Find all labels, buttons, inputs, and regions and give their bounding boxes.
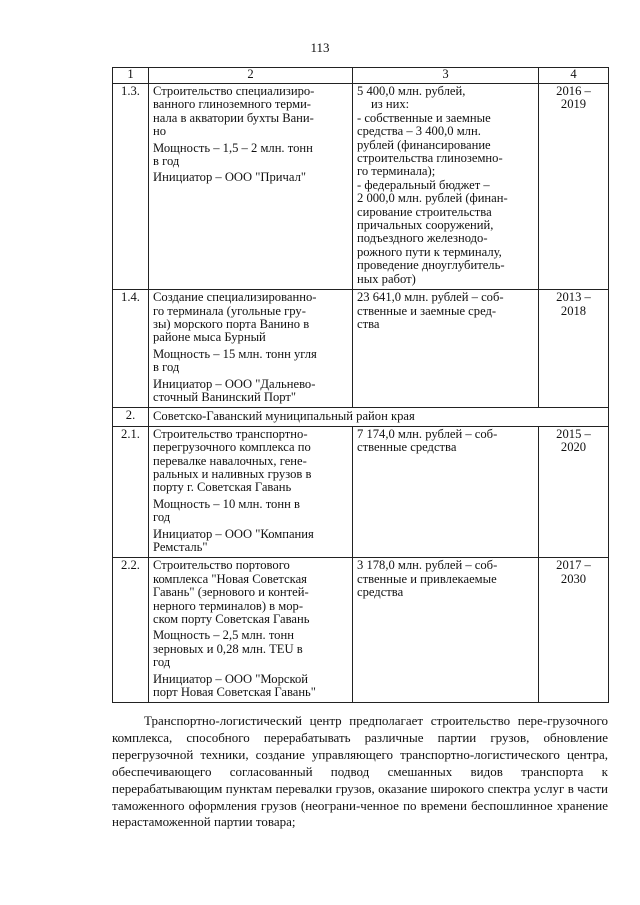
text-line: ванного глиноземного терми- bbox=[153, 97, 311, 112]
text-line: год bbox=[153, 510, 171, 525]
section-number: 2. bbox=[113, 408, 149, 426]
table-row bbox=[113, 84, 609, 290]
text-line: 5 400,0 млн. рублей, bbox=[357, 84, 466, 98]
row-number: 1.3. bbox=[113, 84, 149, 290]
header-cell: 3 bbox=[353, 68, 539, 84]
text-line: нерного терминалов) в мор- bbox=[153, 598, 304, 613]
text-line: 3 178,0 млн. рублей – соб- bbox=[357, 558, 498, 573]
financing-sources bbox=[353, 290, 539, 408]
text-line: строительства глиноземно- bbox=[357, 151, 503, 166]
text-line: из них: bbox=[371, 97, 410, 112]
text-line: средства bbox=[357, 585, 404, 600]
text-line: порту г. Советская Гавань bbox=[153, 480, 292, 495]
header-cell: 1 bbox=[113, 68, 149, 84]
text-line: 2020 bbox=[560, 440, 587, 455]
text-line: районе мыса Бурный bbox=[153, 330, 266, 345]
text-line: комплекса "Новая Советская bbox=[153, 571, 307, 586]
text-line: сточный Ванинский Порт" bbox=[153, 389, 297, 404]
text-line: перегрузочного комплекса по bbox=[153, 440, 311, 455]
text-line: зы) морского порта Ванино в bbox=[153, 316, 310, 331]
section-title: Советско-Гаванский муниципальный район края bbox=[149, 408, 609, 426]
text-line: - собственные и заемные bbox=[357, 110, 491, 125]
project-description bbox=[149, 426, 353, 558]
text-line: нала в акватории бухты Вани- bbox=[153, 110, 314, 125]
text-line: 7 174,0 млн. рублей – соб- bbox=[357, 426, 498, 441]
text-line: причальных сооружений, bbox=[357, 218, 494, 233]
text-line: Строительство специализиро- bbox=[153, 84, 315, 98]
text-line: год bbox=[153, 655, 171, 670]
row-number: 2.2. bbox=[113, 558, 149, 703]
text-line: 2019 bbox=[560, 97, 587, 112]
text-line: 23 641,0 млн. рублей – соб- bbox=[357, 290, 504, 305]
implementation-years bbox=[539, 426, 609, 558]
text-line: 2018 bbox=[560, 303, 587, 318]
header-cell: 2 bbox=[149, 68, 353, 84]
table-row bbox=[113, 426, 609, 558]
table-header-row bbox=[113, 68, 609, 84]
financing-sources bbox=[353, 426, 539, 558]
investment-projects-table bbox=[112, 67, 609, 703]
project-description bbox=[149, 290, 353, 408]
text-line: ственные средства bbox=[357, 440, 457, 455]
body-paragraph: Транспортно-логистический центр предполагает строительство пере-грузочного комплекса, способного перерабатывать различные партии грузов, обновление перегрузочной техники, создание управляющего транспортно-логистического центра, обеспечивающего согласованный подвод смешанных видов транспорта к перерабатывающим пунктам перевалки грузов, оказание широкого спектра услуг в части таможенного оформления грузов (неограни-ченное по времени беспошлинное хранение нерастаможенной партии товара; bbox=[112, 713, 608, 830]
text-line: 2016 – bbox=[556, 84, 591, 98]
text-line: ральных и наливных грузов в bbox=[153, 466, 312, 481]
text-line: средства – 3 400,0 млн. bbox=[357, 124, 481, 139]
text-line: 2015 – bbox=[556, 426, 591, 441]
text-line: 2017 – bbox=[556, 558, 591, 573]
text-line: ском порту Советская Гавань bbox=[153, 612, 310, 627]
text-line: Инициатор – ООО "Дальнево- bbox=[153, 376, 316, 391]
text-line: перевалке навалочных, гене- bbox=[153, 453, 307, 468]
text-line: ственные и заемные сред- bbox=[357, 303, 497, 318]
text-line: Мощность – 1,5 – 2 млн. тонн bbox=[153, 140, 313, 155]
row-number: 1.4. bbox=[113, 290, 149, 408]
text-line: подъездного железнодо- bbox=[357, 231, 488, 246]
text-line: в год bbox=[153, 360, 180, 375]
section-row bbox=[113, 408, 609, 426]
text-line: Мощность – 15 млн. тонн угля bbox=[153, 346, 317, 361]
text-line: Мощность – 10 млн. тонн в bbox=[153, 496, 300, 511]
table-row bbox=[113, 558, 609, 703]
text-line: порт Новая Советская Гавань" bbox=[153, 685, 316, 700]
text-line: 2 000,0 млн. рублей (финан- bbox=[357, 191, 508, 206]
text-line: Ремсталь" bbox=[153, 540, 208, 554]
text-line: Инициатор – ООО "Морской bbox=[153, 671, 308, 686]
implementation-years bbox=[539, 290, 609, 408]
text-line: Создание специализированно- bbox=[153, 290, 317, 305]
text-line: Инициатор – ООО "Компания bbox=[153, 526, 314, 541]
text-line: - федеральный бюджет – bbox=[357, 177, 490, 192]
project-description bbox=[149, 558, 353, 703]
text-line: Строительство портового bbox=[153, 558, 290, 573]
text-line: Гавань" (зернового и контей- bbox=[153, 585, 309, 600]
text-line: го терминала (угольные гру- bbox=[153, 303, 306, 318]
text-line: в год bbox=[153, 154, 180, 169]
text-line: Инициатор – ООО "Причал" bbox=[153, 170, 307, 185]
text-line: 2030 bbox=[560, 571, 587, 586]
text-line: ных работ) bbox=[357, 271, 416, 286]
text-line: рублей (финансирование bbox=[357, 137, 491, 152]
project-description bbox=[149, 84, 353, 290]
header-cell: 4 bbox=[539, 68, 609, 84]
text-line: ства bbox=[357, 316, 380, 331]
text-line: ственные и привлекаемые bbox=[357, 571, 497, 586]
text-line: го терминала); bbox=[357, 164, 436, 179]
table-row bbox=[113, 290, 609, 408]
implementation-years bbox=[539, 84, 609, 290]
financing-sources bbox=[353, 84, 539, 290]
financing-sources bbox=[353, 558, 539, 703]
text-line: рожного пути к терминалу, bbox=[357, 244, 502, 259]
text-line: сирование строительства bbox=[357, 204, 492, 219]
text-line: проведение дноуглубитель- bbox=[357, 258, 505, 273]
text-line: Строительство транспортно- bbox=[153, 426, 308, 441]
text-line: но bbox=[153, 124, 167, 139]
page-number: 113 bbox=[310, 40, 330, 55]
text-line: Мощность – 2,5 млн. тонн bbox=[153, 628, 294, 643]
text-line: зерновых и 0,28 млн. TEU в bbox=[153, 641, 303, 656]
text-line: 2013 – bbox=[556, 290, 591, 305]
row-number: 2.1. bbox=[113, 426, 149, 558]
implementation-years bbox=[539, 558, 609, 703]
